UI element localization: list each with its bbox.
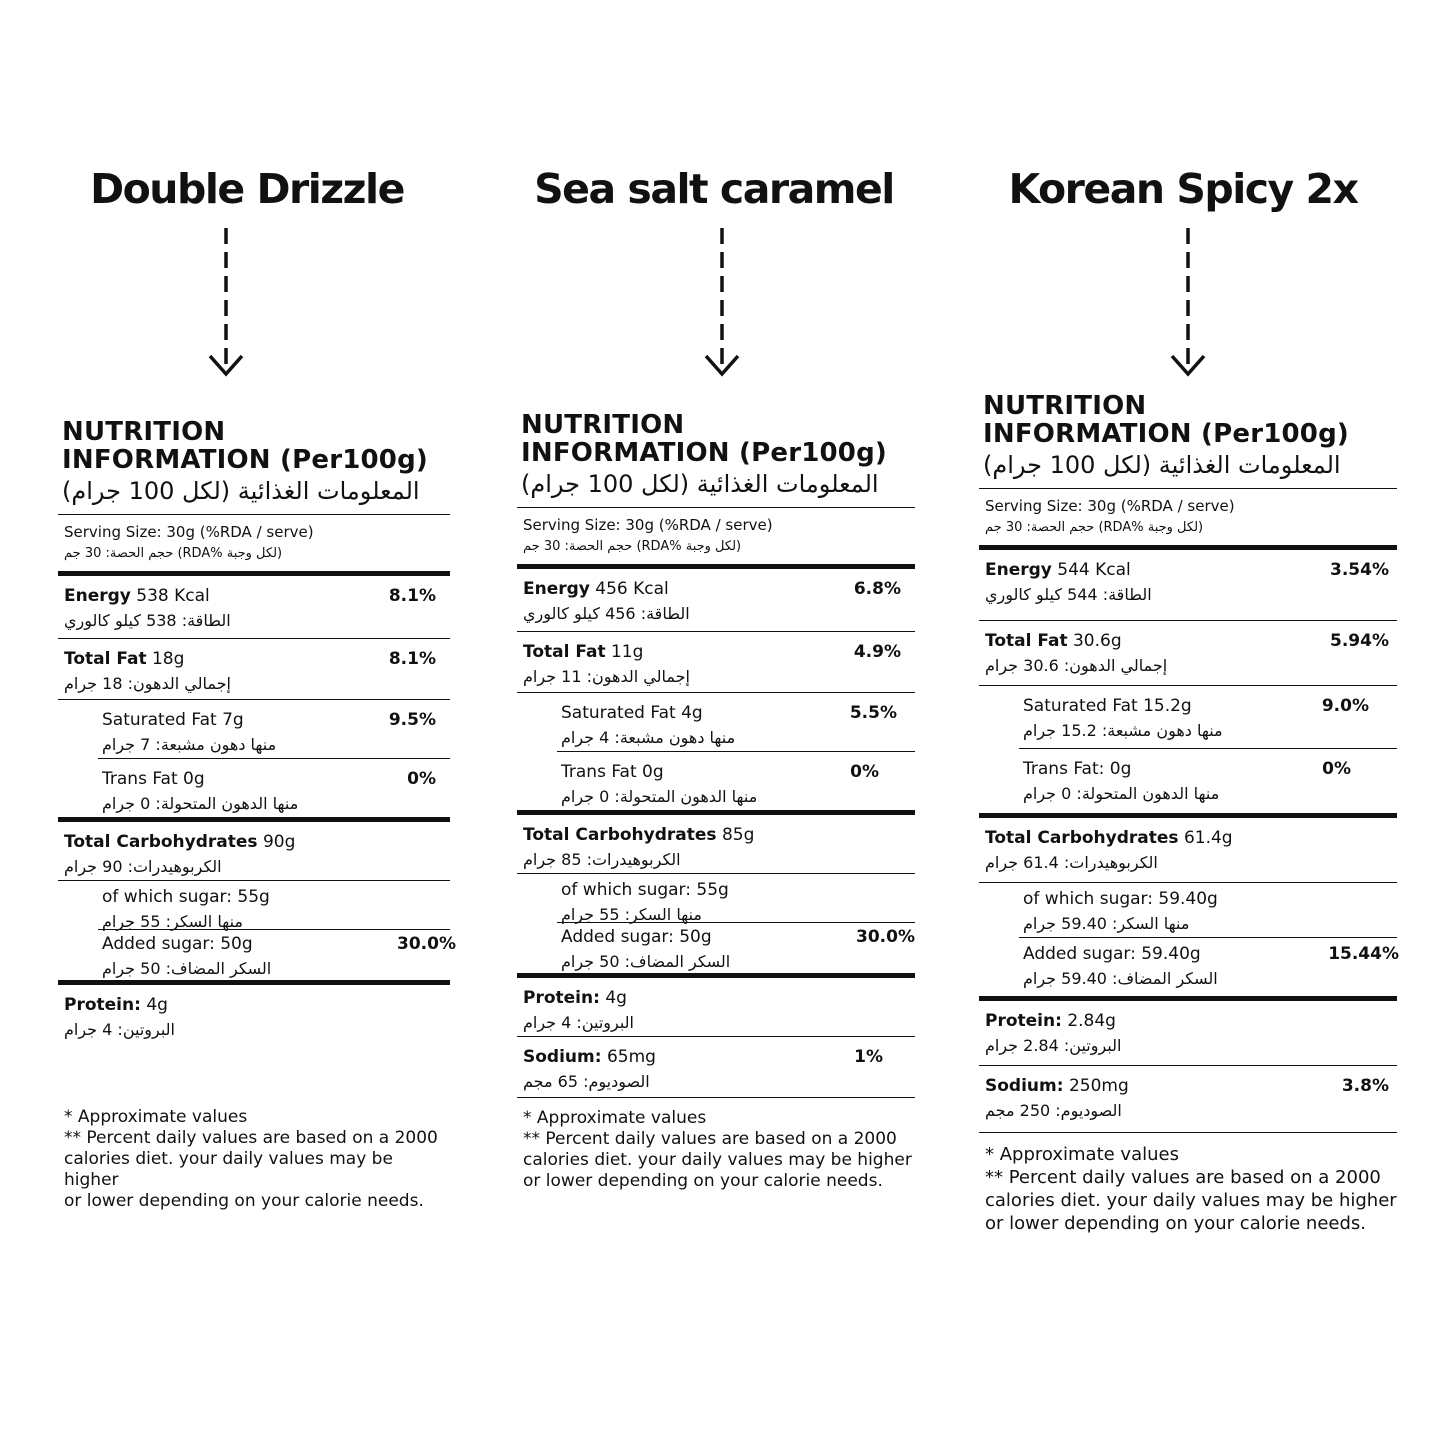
total-fat-row: Total Fat 30.6g إجمالي الدهون: 30.6 جرام 5.94% [985,631,1389,675]
label-heading-line1: NUTRITION [983,391,1147,421]
sodium-row: Sodium: 65mg الصوديوم: 65 مجم 1% [523,1047,883,1091]
energy-row: Energy 456 Kcal الطاقة: 456 كيلو كالوري 6.8% [523,579,901,623]
trans-fat-row: Trans Fat 0g منها الدهون المتحولة: 0 جرام 0% [102,769,436,813]
daily-value-percent: 9.0% [1321,696,1369,716]
daily-value-percent: 5.94% [1330,631,1389,651]
daily-value-percent: 0% [850,762,879,782]
added-sugar-row: Added sugar: 59.40g السكر المضاف: 59.40 جرام 15.44% [1023,944,1399,988]
daily-value-percent: 30.0% [397,934,456,954]
daily-value-percent: 3.54% [1330,560,1389,580]
label-heading-line2: INFORMATION (Per100g) [983,419,1349,449]
label-heading-arabic: المعلومات الغذائية (لكل 100 جرام) [983,451,1341,479]
label-heading-arabic: المعلومات الغذائية (لكل 100 جرام) [521,470,879,498]
sodium-row: Sodium: 250mg الصوديوم: 250 مجم 3.8% [985,1076,1389,1120]
total-carbohydrates-row: Total Carbohydrates 61.4g الكربوهيدرات: 61.4 جرام [985,828,1233,872]
daily-value-percent: 0% [407,769,436,789]
footnotes: * Approximate values ** Percent daily values are based on a 2000 calories diet. your daily values may be higher or lower depending on your calorie needs. [985,1144,1397,1234]
serving-size: Serving Size: 30g (%RDA / serve) (لكل وجبة %RDA) حجم الحصة: 30 جم [985,497,1235,535]
arrow-down-icon [1168,228,1208,380]
arrow-down-icon [206,228,246,380]
energy-row: Energy 538 Kcal الطاقة: 538 كيلو كالوري 8.1% [64,586,436,630]
saturated-fat-row: Saturated Fat 4g منها دهون مشبعة: 4 جرام 5.5% [561,703,897,747]
protein-row: Protein: 4g البروتين: 4 جرام [64,995,175,1039]
nutrition-label [979,392,1397,1235]
total-carbohydrates-row: Total Carbohydrates 85g الكربوهيدرات: 85 جرام [523,825,755,869]
sugar-row: of which sugar: 55g منها السكر: 55 جرام [102,887,270,931]
daily-value-percent: 1% [854,1047,883,1067]
added-sugar-row: Added sugar: 50g السكر المضاف: 50 جرام 30.0% [102,934,456,978]
total-fat-row: Total Fat 18g إجمالي الدهون: 18 جرام 8.1% [64,649,436,693]
serving-size: Serving Size: 30g (%RDA / serve) (لكل وجبة %RDA) حجم الحصة: 30 جم [523,516,773,554]
energy-row: Energy 544 Kcal الطاقة: 544 كيلو كالوري 3.54% [985,560,1389,604]
label-heading-arabic: المعلومات الغذائية (لكل 100 جرام) [62,477,420,505]
daily-value-percent: 30.0% [856,927,915,947]
footnotes: * Approximate values ** Percent daily values are based on a 2000 calories diet. your daily values may be higher or lower depending on your calorie needs. [64,1107,438,1211]
product-title: Sea salt caramel [534,165,894,213]
total-carbohydrates-row: Total Carbohydrates 90g الكربوهيدرات: 90 جرام [64,832,296,876]
nutrition-label [517,411,915,1192]
daily-value-percent: 8.1% [388,649,436,669]
saturated-fat-row: Saturated Fat 7g منها دهون مشبعة: 7 جرام 9.5% [102,710,436,754]
daily-value-percent: 0% [1322,759,1351,779]
product-title: Double Drizzle [90,165,404,213]
daily-value-percent: 8.1% [388,586,436,606]
label-heading-line2: INFORMATION (Per100g) [62,445,428,475]
protein-row: Protein: 2.84g البروتين: 2.84 جرام [985,1011,1122,1055]
footnotes: * Approximate values ** Percent daily values are based on a 2000 calories diet. your daily values may be higher or lower depending on your calorie needs. [523,1108,912,1191]
label-heading-line1: NUTRITION [62,417,226,447]
sugar-row: of which sugar: 55g منها السكر: 55 جرام [561,880,729,924]
product-title: Korean Spicy 2x [1008,165,1358,213]
added-sugar-row: Added sugar: 50g السكر المضاف: 50 جرام 30.0% [561,927,915,971]
label-heading-line2: INFORMATION (Per100g) [521,438,887,468]
sugar-row: of which sugar: 59.40g منها السكر: 59.40 جرام [1023,889,1218,933]
nutrition-label [58,417,456,1212]
total-fat-row: Total Fat 11g إجمالي الدهون: 11 جرام 4.9% [523,642,901,686]
protein-row: Protein: 4g البروتين: 4 جرام [523,988,634,1032]
serving-size: Serving Size: 30g (%RDA / serve) (لكل وجبة %RDA) حجم الحصة: 30 جم [64,523,314,561]
daily-value-percent: 4.9% [853,642,901,662]
trans-fat-row: Trans Fat 0g منها الدهون المتحولة: 0 جرام 0% [561,762,879,806]
daily-value-percent: 5.5% [849,703,897,723]
daily-value-percent: 6.8% [853,579,901,599]
saturated-fat-row: Saturated Fat 15.2g منها دهون مشبعة: 15.2 جرام 9.0% [1023,696,1369,740]
daily-value-percent: 15.44% [1328,944,1399,964]
trans-fat-row: Trans Fat: 0g منها الدهون المتحولة: 0 جرام 0% [1023,759,1351,803]
arrow-down-icon [702,228,742,380]
daily-value-percent: 9.5% [388,710,436,730]
daily-value-percent: 3.8% [1341,1076,1389,1096]
label-heading-line1: NUTRITION [521,410,685,440]
